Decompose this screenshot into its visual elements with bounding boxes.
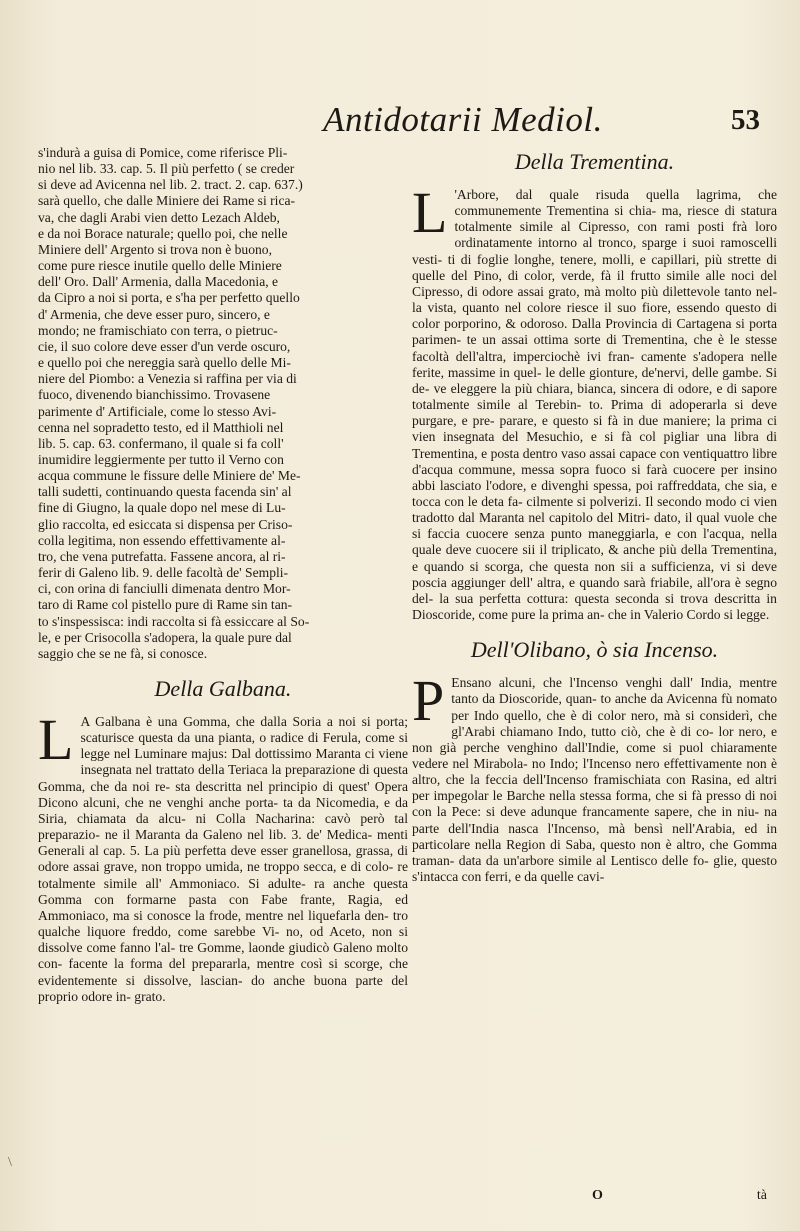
pomice-line: s'indurà a guisa di Pomice, come riferisce Pli- xyxy=(38,145,288,160)
pomice-line: d' Armenia, che deve esser puro, sincero, e xyxy=(38,306,270,322)
galbana-line: ne il Maranta da Galeno nel lib. 3. de' Medica- xyxy=(104,827,378,843)
margin-mark: \ xyxy=(8,1155,12,1170)
galbana-line: tre Gomme, laonde giudicò Galeno molto con- xyxy=(38,940,409,972)
trementina-line: fà il frutto simile alle noci del Cipresso, di odore xyxy=(412,267,777,299)
trementina-line: la vista, quanto nel colore riesce il suo fiore, xyxy=(412,300,677,316)
trementina-line: commune, messa sopra fuoco si farà cuocere per xyxy=(458,461,744,477)
trementina-line: intorno al tronco, sparge i suoi ramoscelli vesti- xyxy=(412,235,777,267)
left-column xyxy=(38,145,408,1005)
trementina-line: to. Prima di adoperarla si deve purgare, e pre- xyxy=(412,397,778,429)
olibano-line: Rasina, ed altri per impegolar le Barche nella xyxy=(412,772,777,804)
trementina-line: essendo questo di color porporino, & odoroso. xyxy=(412,300,777,332)
trementina-line: Trementina, e quando si scorga, che questa non xyxy=(412,542,777,574)
galbana-line: esser granellosa, grassa, di odore assai grave, xyxy=(38,843,409,875)
pomice-line: e quello poi che nereggia sarà quello delle Mi- xyxy=(38,355,291,371)
olibano-line: si deve adunque francamente sapere, che in niu- xyxy=(486,804,765,820)
running-head xyxy=(0,100,800,140)
trementina-line: punto maneggiarla, e con l'acqua, nella quale xyxy=(412,526,777,558)
galbana-line: preparazione di questa Gomma, che da noi re- xyxy=(38,762,408,794)
trementina-line: più strette di quelle del Pino, di color, verde, xyxy=(412,251,777,283)
olibano-line: na parte dell'India nasca l'Incenso, mà bensì xyxy=(412,804,777,836)
trementina-line: Cipresso, con rami posti frà loro ordinatamente xyxy=(454,219,778,251)
olibano-line: come si puol chiaramente vedere nel Mirabola- xyxy=(412,739,777,771)
galbana-line: si conosce la frode, mentre nel liquefarla den- xyxy=(133,907,393,923)
trementina-paragraph xyxy=(412,180,778,623)
olibano-line: India, mentre tanto da Dioscoride, quan- xyxy=(451,675,777,707)
olibano-line: no Indo; l'Incenso nero effettivamente non è xyxy=(531,756,777,771)
trementina-line: cilmente si polverizi. Il secondo modo ci vien xyxy=(526,493,777,509)
olibano-heading: Dell'Olibano, ò sia Incenso. xyxy=(470,637,719,663)
pomice-line: talli sudetti, continuando questa facenda sin' al xyxy=(38,484,292,500)
galbana-line: nel Luminare majus: Dal dottissimo Maranta xyxy=(113,746,365,762)
trementina-line: altra, e quando sarà friabile, all'ora è segno del- xyxy=(412,574,777,606)
galbana-line: ni Colla Nacharina: cavò però tal preparazio- xyxy=(38,810,408,843)
pomice-line: ferir di Galeno lib. 9. delle facoltà de' Sempli- xyxy=(38,565,289,581)
galbana-line: ra anche questa Gomma con formarne pasta xyxy=(38,875,408,907)
pomice-line: lib. 5. cap. 63. confermano, il quale si fa coll' xyxy=(38,435,284,451)
trementina-line: la sua perfetta cottura: questa seconda si trova xyxy=(439,590,715,606)
trementina-line: una libra di Trementina, e posta dentro vaso xyxy=(412,429,777,461)
pomice-paragraph xyxy=(38,145,408,662)
pomice-line: niere del Piombo: a Venezia si raffina per via di xyxy=(38,371,297,387)
pomice-line: fine di Giugno, la quale dopo nel mese di Lu- xyxy=(38,500,286,516)
trementina-line: tradotto dal Maranta nel capitolo del Mitri- xyxy=(412,510,654,526)
trementina-line: camente s'adopera nelle ferite, massime in quel- xyxy=(412,348,777,380)
pomice-line: cie, il suo colore deve esser d'un verde oscuro, xyxy=(38,338,291,354)
pomice-line: da Cipro a noi si porta, e s'ha per perfetto quello xyxy=(38,290,300,306)
pomice-line: parimente d' Artificiale, come lo stesso Avi- xyxy=(38,403,277,419)
galbana-line: sta descritta nel principio di quest' Opera xyxy=(175,778,408,794)
catchword: tà xyxy=(756,1188,767,1203)
galbana-line: ta da Nicomedia, e da Siria, chiamata da alcu- xyxy=(38,794,409,826)
galbana-line: pianta, o radice di Ferula, come si legge xyxy=(80,730,408,762)
olibano-line: nell'Arabia, ed in particolare nella Region di xyxy=(412,820,777,852)
pomice-line: dell' Oro. Dall' Armenia, dalla Macedonia, e xyxy=(38,274,279,290)
galbana-line: menti Generali al cap. 5. La più perfetta deve xyxy=(38,827,408,859)
pomice-line: mondo; ne framischiato con terra, o pietruc- xyxy=(38,322,278,338)
galbana-drop-cap: L xyxy=(38,707,74,772)
pomice-line: to s'inspessisca: indi raccolta si fà essiccare al So- xyxy=(38,613,310,629)
page-footer xyxy=(412,1188,777,1210)
trementina-drop-cap: L xyxy=(412,180,448,245)
galbana-paragraph xyxy=(38,707,409,1005)
olibano-text xyxy=(412,668,778,885)
trementina-line: assai capace con ventiquattro libre d'acqua xyxy=(412,445,777,477)
pomice-line: tro, che vena putrefatta. Fassene ancora, al ri- xyxy=(38,548,286,564)
trementina-line: sii a sufficienza, vi si deve poscia aggiunger dell' xyxy=(412,558,777,590)
pomice-line: cenna nel sopradetto testo, ed il Matthioli nel xyxy=(38,419,284,435)
trementina-line: che in Valerio Cordo si legge. xyxy=(607,607,770,623)
pomice-line: glio raccolta, ed esiccata si dispensa per Criso- xyxy=(38,516,293,532)
trementina-line: le delle gionture, de'nervi, delle gambe. Si de- xyxy=(412,364,777,396)
trementina-line: 'Arbore, dal quale risuda quella lagrima, xyxy=(454,187,759,202)
galbana-line: non troppo umida, ne troppo secca, e di colo- xyxy=(141,859,398,875)
galbana-line: A Galbana è una Gomma, che dalla Soria xyxy=(80,714,327,729)
olibano-line: gl'Arabi chiamano Indo, tutto ciò, che è di co- xyxy=(451,723,719,739)
pomice-line: nio nel lib. 33. cap. 5. Il più perfetto ( se creder xyxy=(38,161,295,177)
trementina-line: deve cuocere sii il triplicato, & anche più della xyxy=(445,542,712,558)
olibano-line: glie, questo s'intacca con ferri, e da quelle cavi- xyxy=(412,852,777,885)
trementina-line: te un assai ottima sorte di Trementina, che è xyxy=(466,332,730,348)
pomice-line: saggio che se ne fà, si conosce. xyxy=(38,645,208,661)
galbana-line: a noi si porta; scaturisce questa da una xyxy=(80,714,409,746)
galbana-heading: Della Galbana. xyxy=(154,676,292,701)
galbana-line: re totalmente simile all' Ammoniaco. Si adulte- xyxy=(38,859,408,891)
olibano-line: Ensano alcuni, che l'Incenso venghi dall' xyxy=(451,675,701,691)
olibano-line: quello, che è di color nero, mà si considerì, che xyxy=(503,707,777,723)
galbana-line: grato. xyxy=(134,988,166,1004)
olibano-line: lor nero, e non già perche venghino dall'Indie, xyxy=(412,723,778,755)
trementina-line: ti di foglie longhe, tenere, molli, e capillari, xyxy=(447,251,705,267)
pomice-line: ci, con orina di fanciulli dimenata dentro Mor- xyxy=(38,581,291,597)
galbana-line: con Fabe frante, Ragia, ed Ammoniaco, ma xyxy=(38,891,408,923)
trementina-line: ma, riesce di statura totalmente simile al xyxy=(454,203,777,235)
galbana-line: tro qualche liquore freddo, come sarebbe Vi- xyxy=(38,907,408,940)
trementina-line: le stesse facoltà dell'altra, imperciochè ivi fran- xyxy=(412,332,777,364)
olibano-line: altro, che la feccia dell'Incenso framischiata con xyxy=(412,772,692,788)
trementina-heading: Della Trementina. xyxy=(514,149,675,174)
galbana-line: no, od Aceto, non si dissolve come fanno l'al- xyxy=(38,924,408,956)
trementina-line: descritta in Dioscoride, come pure la prima an- xyxy=(412,590,777,623)
pomice-line: sarà quello, che dalle Miniere dei Rame si rica- xyxy=(38,193,296,209)
trementina-text xyxy=(412,180,778,623)
trementina-line: Dalla Provincia di Cartagena si porta parimen- xyxy=(412,316,777,348)
olibano-drop-cap: P xyxy=(412,668,445,734)
pomice-line: acqua commune le fissure delle Miniere de' Me- xyxy=(38,468,301,484)
trementina-line: insino abbi lasciato l'odore, e divenghi spessa, xyxy=(412,461,777,493)
galbana-line: ci viene insegnata nel trattato della Teriaca la xyxy=(80,746,408,778)
page-number: 53 xyxy=(731,104,760,136)
trementina-line: poi raffreddata, che sia, e tocca con le deta fa- xyxy=(412,477,777,509)
olibano-line: stessa forma, che si fà presso di noi con la Pece: xyxy=(412,788,778,820)
galbana-line: scorge, che evidentemente si dissolve, lascian- xyxy=(38,956,408,988)
olibano-line: data da un'arbore simile al Lentisco delle fo- xyxy=(458,852,714,868)
galbana-text xyxy=(38,707,409,1004)
trementina-line: che communemente Trementina si chia- xyxy=(454,187,777,219)
olibano-line: Saba, questo non è altro, che Gomma traman- xyxy=(412,836,777,868)
trementina-line: dato, il qual vuole che si faccia cuocere senza xyxy=(412,510,777,542)
galbana-line: Dicono alcuni, che ne venghi anche porta- xyxy=(38,794,284,810)
galbana-line: do anche buona parte del proprio odore in- xyxy=(38,972,408,1004)
olibano-line: to anche da Avicenna fù nomato per Indo xyxy=(451,691,778,723)
olibano-paragraph xyxy=(412,668,778,885)
right-column xyxy=(412,145,777,885)
trementina-line: ve eleggere la più chiara, bianca, sincera di xyxy=(433,380,678,396)
pomice-line: si deve ad Avicenna nel lib. 2. tract. 2. cap. 637.) xyxy=(38,177,303,193)
pomice-line: e da noi Borace naturale; quello poi, che nelle xyxy=(38,225,288,241)
trementina-line: odore, e di sapore totalmente simile al Terebin- xyxy=(412,380,777,413)
pomice-line: fuoco, divenendo bianchissimo. Trovasene xyxy=(38,387,271,403)
trementina-line: assai grato, mà molto più dilettevole tanto nel- xyxy=(517,283,777,299)
pomice-line: colla legitima, non essendo effettivamente al- xyxy=(38,532,286,548)
pomice-line: Miniere dell' Argento si trova non è buono, xyxy=(38,241,273,257)
galbana-line: facente la forma del prepararla, mentre così si xyxy=(68,956,345,972)
signature-mark: O xyxy=(592,1188,603,1203)
pomice-line: inumidire leggiermente per tutto il Verno con xyxy=(38,451,284,467)
pomice-line: le, e per Crisocolla s'adopera, la quale pure dal xyxy=(38,629,292,645)
pomice-line: come pure riesce inutile quello delle Miniere xyxy=(38,258,282,274)
trementina-line: parare, e questo si fà in due maniere; la prima xyxy=(499,413,768,429)
pomice-line: va, che dagli Arabi vien detto Lezach Aldeb, xyxy=(38,209,280,225)
pomice-line: taro di Rame col pistello pure di Rame sin tan- xyxy=(38,597,293,613)
trementina-line: ci vien insegnata del Mesuchio, e si fà col pigliar xyxy=(412,413,777,445)
running-title: Antidotarii Mediol. xyxy=(323,100,603,139)
